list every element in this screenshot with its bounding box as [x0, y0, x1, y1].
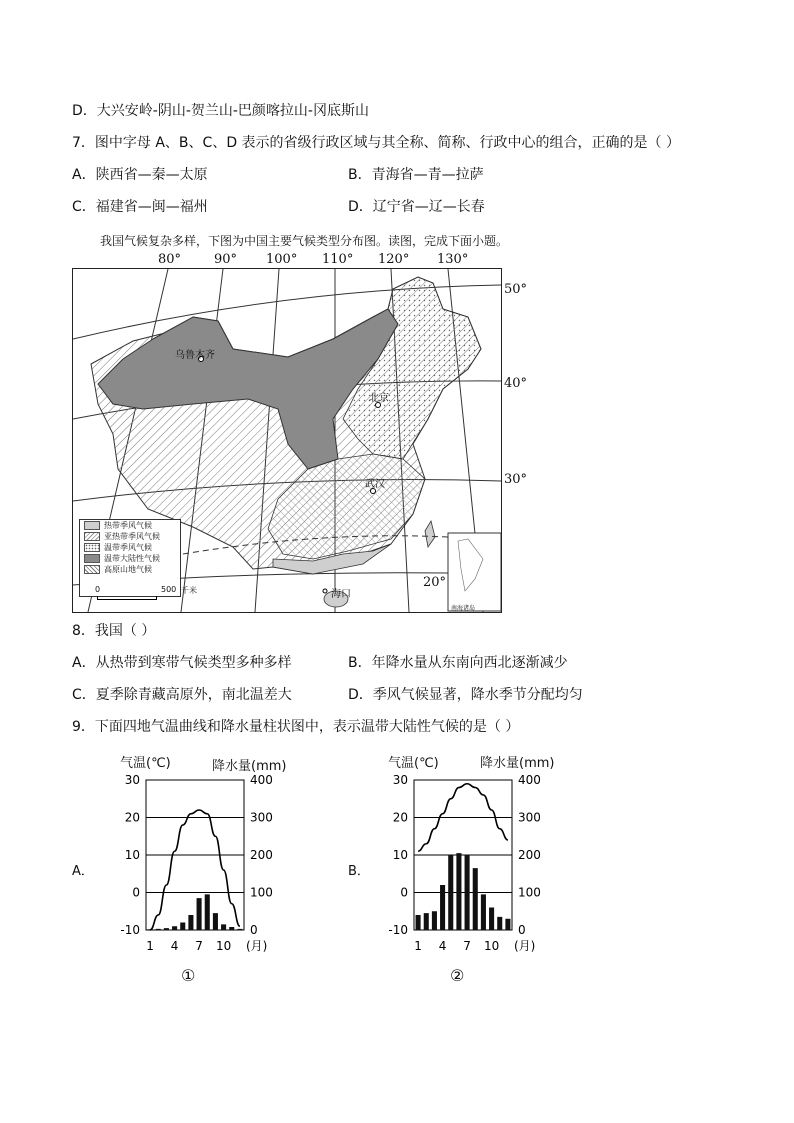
q7-stem: 7．图中字母 A、B、C、D 表示的省级行政区域与其全称、简称、行政中心的组合，正确的是（ ） [72, 135, 680, 151]
precip-bar [197, 898, 202, 930]
month-tick-label: 7 [463, 939, 471, 953]
city-urumqi: 乌鲁木齐 [175, 350, 215, 361]
precip-bar [229, 927, 234, 930]
city-haikou: 海口 [331, 589, 351, 600]
precip-bar [489, 908, 494, 931]
precip-tick-label: 400 [250, 773, 273, 787]
legend-item: 高原山地气候 [80, 564, 180, 575]
scale-value: 500 [161, 585, 177, 594]
china-climate-map [72, 268, 502, 613]
month-tick-label: 7 [195, 939, 203, 953]
precip-bar [213, 913, 218, 930]
q7-option-d: D．辽宁省—辽—长春 [348, 199, 485, 215]
temperature-tick-label: 0 [132, 885, 140, 900]
legend-item: 温带季风气候 [80, 542, 180, 553]
precip-bar [237, 929, 242, 930]
temperature-tick-label: -10 [388, 923, 408, 937]
chart-a-option: A． [72, 864, 94, 879]
city-beijing: 北京 [369, 393, 389, 404]
precip-tick-label: 200 [250, 848, 273, 862]
lon-label: 110° [322, 252, 354, 267]
lon-label: 130° [437, 252, 469, 267]
lon-label: 80° [158, 252, 182, 267]
precip-tick-label: 100 [518, 885, 541, 900]
q8-option-a: A．从热带到寒带气候类型多种多样 [72, 655, 292, 671]
scale-unit: 千米 [181, 586, 197, 595]
chart-a [110, 770, 280, 960]
lat-label: 50° [504, 282, 528, 297]
precip-bar [424, 913, 429, 930]
precip-bar [481, 894, 486, 930]
precip-tick-label: 300 [250, 810, 273, 825]
precip-bar [440, 885, 445, 930]
precip-bar [465, 855, 470, 930]
chart-a-right-title: 降水量(mm) [212, 759, 287, 774]
inset-label: 南海诸岛 [451, 605, 476, 612]
chart-b-option: B． [348, 864, 370, 879]
precip-tick-label: 0 [518, 923, 526, 937]
precip-tick-label: 400 [518, 773, 541, 787]
legend-item: 温带大陆性气候 [80, 553, 180, 564]
precip-tick-label: 200 [518, 848, 541, 862]
chart-a-left-title: 气温(℃) [120, 756, 171, 771]
legend-item: 热带季风气候 [80, 520, 180, 531]
precip-tick-label: 0 [250, 923, 258, 937]
q7-option-a: A．陕西省—秦—太原 [72, 167, 208, 183]
month-tick-label: 10 [483, 939, 500, 953]
precip-bar [188, 915, 193, 930]
chart-b-caption: ② [450, 966, 465, 985]
chart-b-left-title: 气温(℃) [388, 756, 439, 771]
q9-stem: 9．下面四地气温曲线和降水量柱状图中，表示温带大陆性气候的是（ ） [72, 719, 520, 735]
month-tick-label: 4 [170, 939, 179, 953]
month-tick-label: 1 [146, 939, 154, 953]
city-wuhan: 武汉 [365, 479, 385, 490]
lon-label: 100° [266, 252, 298, 267]
q7-option-c: C．福建省—闽—福州 [72, 199, 208, 215]
legend-item: 亚热带季风气候 [80, 531, 180, 542]
precip-bar [448, 855, 453, 930]
scale-zero: 0 [95, 585, 101, 594]
lat-label: 30° [504, 472, 528, 487]
precip-bar [416, 915, 421, 930]
month-unit: (月) [514, 939, 536, 953]
q8-option-c: C．夏季除青藏高原外，南北温差大 [72, 687, 292, 703]
month-unit: (月) [246, 939, 268, 953]
q8-option-d: D．季风气候显著，降水季节分配均匀 [348, 687, 583, 703]
precip-bar [473, 868, 478, 930]
precip-bar [221, 924, 226, 930]
q6-option-d: D．大兴安岭-阴山-贺兰山-巴颜喀拉山-冈底斯山 [72, 103, 369, 119]
precip-bar [497, 917, 502, 930]
temperature-tick-label: -10 [120, 923, 140, 937]
temperature-tick-label: 30 [124, 773, 140, 787]
precip-bar [456, 853, 461, 930]
month-tick-label: 4 [438, 939, 447, 953]
temperature-tick-label: 10 [124, 848, 140, 862]
precip-bar [432, 911, 437, 930]
map-intro: 我国气候复杂多样，下图为中国主要气候类型分布图。读图，完成下面小题。 [100, 234, 509, 248]
temperature-tick-label: 0 [400, 885, 408, 900]
lon-label: 120° [378, 252, 410, 267]
lon-label: 90° [214, 252, 238, 267]
scale-bar [97, 596, 157, 600]
chart-a-caption: ① [181, 966, 196, 985]
lat-label: 20° [423, 575, 447, 590]
chart-b-right-title: 降水量(mm) [480, 756, 555, 771]
q7-option-b: B．青海省—青—拉萨 [348, 167, 484, 183]
precip-tick-label: 100 [250, 885, 273, 900]
precip-bar [164, 928, 169, 930]
temperature-tick-label: 20 [124, 810, 140, 825]
temperature-tick-label: 10 [392, 848, 408, 862]
precip-bar [180, 923, 185, 931]
q8-stem: 8．我国（ ） [72, 623, 156, 639]
precip-bar [156, 929, 161, 930]
precip-bar [172, 926, 177, 930]
month-tick-label: 10 [215, 939, 232, 953]
temperature-tick-label: 30 [392, 773, 408, 787]
q8-option-b: B．年降水量从东南向西北逐渐减少 [348, 655, 568, 671]
precip-bar [505, 919, 510, 930]
haikou-marker [323, 589, 327, 593]
month-tick-label: 1 [414, 939, 422, 953]
temperature-tick-label: 20 [392, 810, 408, 825]
lat-label: 40° [504, 376, 528, 391]
chart-b [378, 770, 548, 960]
temperature-line [150, 810, 240, 930]
precip-bar [205, 894, 210, 930]
precip-tick-label: 300 [518, 810, 541, 825]
